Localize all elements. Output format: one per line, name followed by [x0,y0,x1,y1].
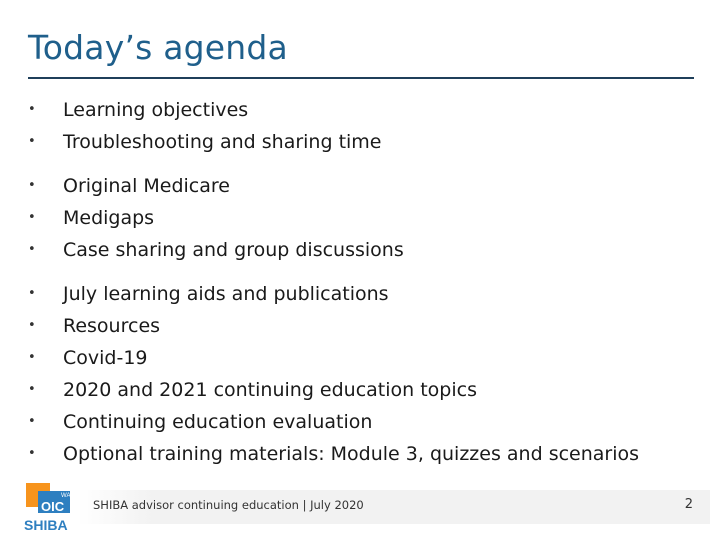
agenda-item-text: Optional training materials: Module 3, quizzes and scenarios [63,443,640,465]
agenda-item-text: Learning objectives [63,99,249,121]
agenda-item-text: July learning aids and publications [63,283,389,305]
title-underline [28,77,694,79]
agenda-item [28,128,708,160]
agenda-item [28,204,708,236]
bullet-icon: • [28,318,36,333]
agenda-item [28,376,708,408]
agenda-item-text: Troubleshooting and sharing time [63,131,382,153]
slide-title: Today’s agenda [28,28,288,67]
oic-shiba-logo [24,481,74,533]
bullet-icon: • [28,446,36,461]
bullet-icon: • [28,350,36,365]
agenda-item-text: Continuing education evaluation [63,411,373,433]
agenda-item [28,280,708,312]
bullet-icon: • [28,102,36,117]
agenda-item [28,236,708,268]
page-number: 2 [684,497,693,512]
agenda-item [28,96,708,128]
agenda-item-text: Resources [63,315,161,337]
logo-oic-text: OIC [41,499,65,514]
agenda-item-text: Medigaps [63,207,155,229]
bullet-icon: • [28,242,36,257]
bullet-icon: • [28,178,36,193]
agenda-group-2 [28,172,708,268]
agenda-item [28,172,708,204]
agenda-group-1 [28,96,708,160]
agenda-item [28,312,708,344]
agenda-item-text: Case sharing and group discussions [63,239,404,261]
agenda-item [28,344,708,376]
bullet-icon: • [28,210,36,225]
bullet-icon: • [28,414,36,429]
agenda-item-text: Covid-19 [63,347,148,369]
logo-wa-text: WA [61,493,71,499]
agenda-item-text: 2020 and 2021 continuing education topics [63,379,477,401]
bullet-icon: • [28,286,36,301]
agenda-item [28,408,708,440]
agenda-list [28,96,708,484]
logo-shiba-text: SHIBA [24,517,68,533]
bullet-icon: • [28,382,36,397]
bullet-icon: • [28,134,36,149]
agenda-group-3 [28,280,708,472]
agenda-item [28,440,708,472]
agenda-item-text: Original Medicare [63,175,230,197]
footer-text: SHIBA advisor continuing education | July 2020 [93,498,364,512]
